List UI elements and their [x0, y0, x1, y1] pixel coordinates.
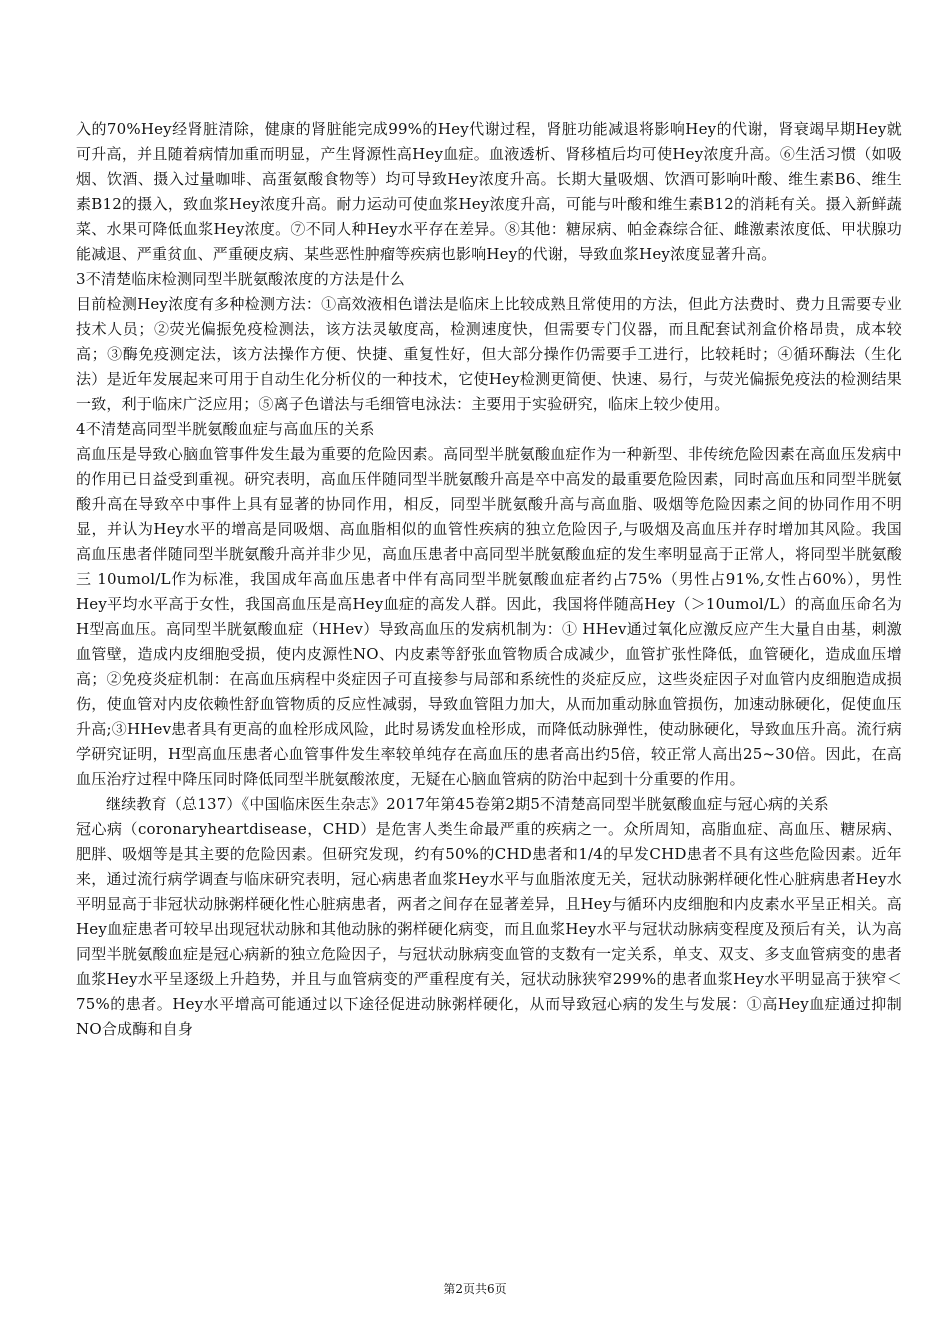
document-body [76, 117, 902, 1042]
paragraph-kidney-lifestyle: 入的70%Hey经肾脏清除，健康的肾脏能完成99%的Hey代谢过程，肾脏功能减退将影响Hey的代谢，肾衰竭早期Hey就可升高，并且随着病情加重而明显，产生肾源性高Hey血症。血液透析、肾移植后均可使Hey浓度升高。⑥生活习惯（如吸烟、饮酒、摄入过量咖啡、高蛋氨酸食物等）均可导致Hey浓度升高。长期大量吸烟、饮酒可影响叶酸、维生素B6、维生素B12的摄入，致血浆Hey浓度升高。耐力运动可使血浆Hey浓度升高，可能与叶酸和维生素B12的消耗有关。摄入新鲜蔬菜、水果可降低血浆Hey浓度。⑦不同人种Hey水平存在差异。⑧其他：糖尿病、帕金森综合征、雌激素浓度低、甲状腺功能减退、严重贫血、严重硬皮病、某些恶性肿瘤等疾病也影响Hey的代谢，导致血浆Hey浓度显著升高。 [76, 120, 902, 263]
page-number: 第2页共6页 [443, 1282, 507, 1296]
paragraph-coronary: 冠心病（coronaryheartdisease，CHD）是危害人类生命最严重的疾病之一。众所周知，高脂血症、高血压、糖尿病、肥胖、吸烟等是其主要的危险因素。但研究发现，约有50%的CHD患者和1/4的早发CHD患者不具有这些危险因素。近年来，通过流行病学调查与临床研究表明，冠心病患者血浆Hey水平与血脂浓度无关，冠状动脉粥样硬化性心脏病患者Hey水平明显高于非冠状动脉粥样硬化性心脏病患者，两者之间存在显著差异，且Hey与循环内皮细胞和内皮素水平呈正相关。高Hey血症患者可较早出现冠状动脉和其他动脉的粥样硬化病变，而且血浆Hey水平与冠状动脉病变程度及预后有关，认为高同型半胱氨酸血症是冠心病新的独立危险因子，与冠状动脉病变血管的支数有一定关系，单支、双支、多支血管病变的患者血浆Hey水平呈逐级上升趋势，并且与血管病变的严重程度有关，冠状动脉狭窄299%的患者血浆Hey水平明显高于狭窄＜75%的患者。Hey水平增高可能通过以下途径促进动脉粥样硬化，从而导致冠心病的发生与发展：①高Hey血症通过抑制NO合成酶和自身 [76, 820, 902, 1038]
section-heading-hypertension: 4不清楚高同型半胱氨酸血症与高血压的关系 [76, 420, 375, 438]
paragraph-detection-methods: 目前检测Hey浓度有多种检测方法：①高效液相色谱法是临床上比较成熟且常使用的方法，但此方法费时、费力且需要专业技术人员；②荧光偏振免疫检测法，该方法灵敏度高，检测速度快，但需要专门仪器，而且配套试剂盒价格昂贵，成本较高；③酶免疫测定法，该方法操作方便、快捷、重复性好，但大部分操作仍需要手工进行，比较耗时；④循环酶法（生化法）是近年发展起来可用于自动生化分析仪的一种技术，它使Hey检测更简便、快速、易行，与荧光偏振免疫法的检测结果一致，利于临床广泛应用；⑤离子色谱法与毛细管电泳法：主要用于实验研究，临床上较少使用。 [76, 295, 902, 413]
section-heading-coronary: 继续教育（总137）《中国临床医生杂志》2017年第45卷第2期5不清楚高同型半胱氨酸血症与冠心病的关系 [106, 795, 829, 813]
paragraph-hypertension: 高血压是导致心脑血管事件发生最为重要的危险因素。高同型半胱氨酸血症作为一种新型、非传统危险因素在高血压发病中的作用已日益受到重视。研究表明，高血压伴随同型半胱氨酸升高是卒中高发的最重要危险因素，同时高血压和同型半胱氨酸升高在导致卒中事件上具有显著的协同作用，相反，同型半胱氨酸升高与高血脂、吸烟等危险因素之间的协同作用不明显，并认为Hey水平的增高是同吸烟、高血脂相似的血管性疾病的独立危险因子,与吸烟及高血压并存时增加其风险。我国高血压患者伴随同型半胱氨酸升高并非少见，高血压患者中高同型半胱氨酸血症的发生率明显高于正常人，将同型半胱氨酸三 10umol/L作为标准，我国成年高血压患者中伴有高同型半胱氨酸血症者约占75%（男性占91%,女性占60%），男性Hey平均水平高于女性，我国高血压是高Hey血症的高发人群。因此，我国将伴随高Hey（＞10umol/L）的高血压命名为H型高血压。高同型半胱氨酸血症（HHev）导致高血压的发病机制为：① HHev通过氧化应激反应产生大量自由基，刺激血管壁，造成内皮细胞受损，使内皮源性NO、内皮素等舒张血管物质合成减少，血管扩张性降低，血管硬化，造成血压增高；②免疫炎症机制：在高血压病程中炎症因子可直接参与局部和系统性的炎症反应，这些炎症因子对血管内皮细胞造成损伤，使血管对内皮依赖性舒血管物质的反应性减弱，导致血管阻力加大，从而加重动脉血管损伤，加速动脉硬化，促使血压升高;③HHev患者具有更高的血栓形成风险，此时易诱发血栓形成，而降低动脉弹性，使动脉硬化，导致血压升高。流行病学研究证明，H型高血压患者心血管事件发生率较单纯存在高血压的患者高出约5倍，较正常人高出25~30倍。因此，在高血压治疗过程中降压同时降低同型半胱氨酸浓度，无疑在心脑血管病的防治中起到十分重要的作用。 [76, 445, 902, 788]
section-heading-detection-methods: 3不清楚临床检测同型半胱氨酸浓度的方法是什么 [76, 270, 405, 288]
